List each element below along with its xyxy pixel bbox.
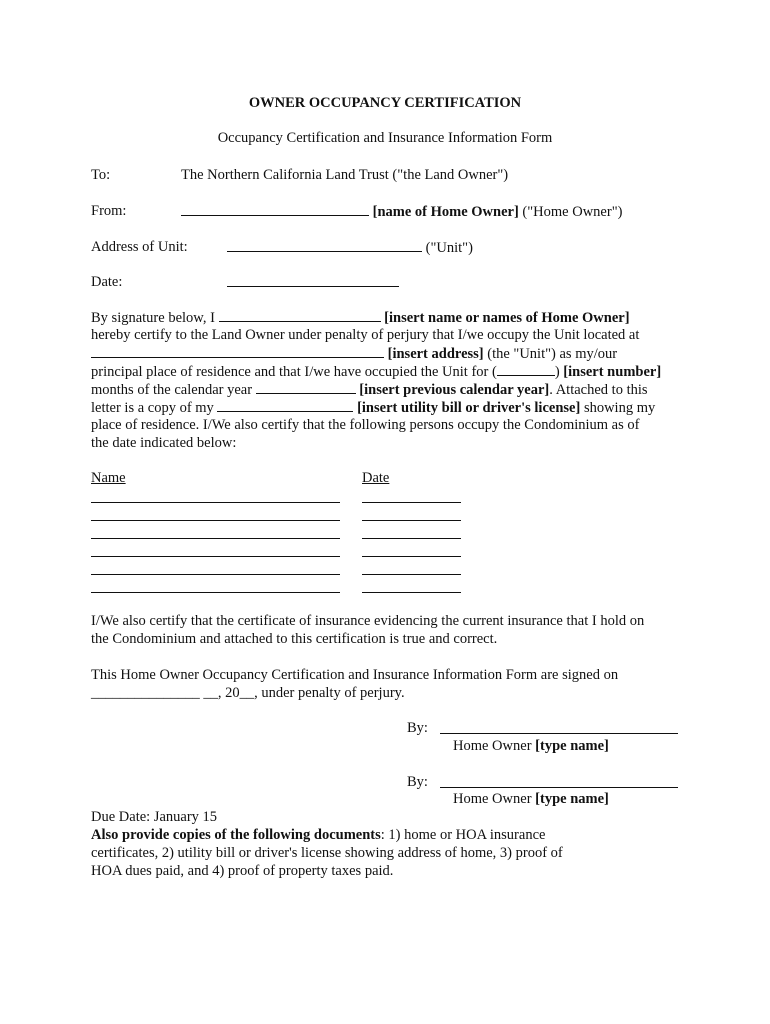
months-blank[interactable] — [497, 362, 555, 376]
also-provide-text: : 1) home or HOA insurance — [380, 827, 546, 843]
signature-caption-2 — [453, 790, 609, 808]
months-hint: [insert number] — [563, 364, 662, 380]
date-column-header: Date — [362, 470, 390, 486]
occupant-date-line-2[interactable] — [362, 520, 461, 521]
date-line — [227, 273, 399, 292]
body-line-3 — [91, 344, 617, 363]
occupant-date-line-6[interactable] — [362, 592, 461, 593]
occupant-date-line-1[interactable] — [362, 502, 461, 503]
body-text: . Attached to this — [549, 382, 648, 398]
body-line-2: hereby certify to the Land Owner under penalty of perjury that I/we occupy the Unit located at — [91, 327, 640, 343]
from-blank[interactable] — [181, 202, 369, 216]
address-blank[interactable] — [227, 238, 422, 252]
page-title: OWNER OCCUPANCY CERTIFICATION — [248, 95, 522, 111]
body-line-8: the date indicated below: — [91, 435, 237, 451]
address-insert-blank[interactable] — [91, 344, 384, 358]
body-text: months of the calendar year — [91, 382, 256, 398]
signature-line-2[interactable] — [440, 787, 678, 788]
document-type-hint: [insert utility bill or driver's license] — [357, 400, 581, 416]
body-text: (the "Unit") as my/our — [483, 346, 618, 362]
occupant-name-line-4[interactable] — [91, 556, 340, 557]
year-hint: [insert previous calendar year] — [359, 382, 550, 398]
body-line-5 — [91, 380, 648, 399]
body-text: ) — [554, 364, 564, 380]
occupant-name-line-2[interactable] — [91, 520, 340, 521]
body-text: principal place of residence and that I/we have occupied the Unit for ( — [91, 364, 497, 380]
signature-by-label: By: — [407, 774, 428, 790]
body-line-4 — [91, 362, 661, 381]
to-label: To: — [91, 167, 111, 183]
address-label: Address of Unit: — [91, 239, 188, 255]
also-provide-line-2: certificates, 2) utility bill or driver's license showing address of home, 3) proof of — [91, 845, 563, 861]
occupant-name-line-1[interactable] — [91, 502, 340, 503]
body-text: By signature below, I — [91, 310, 219, 326]
occupant-name-line-6[interactable] — [91, 592, 340, 593]
owner-name-blank[interactable] — [219, 308, 381, 322]
from-label: From: — [91, 203, 127, 219]
also-provide-line-1 — [91, 826, 545, 844]
owner-name-hint: [insert name or names of Home Owner] — [384, 310, 630, 326]
signature-hint: [type name] — [535, 791, 609, 807]
from-hint: [name of Home Owner] — [372, 204, 519, 220]
address-insert-hint: [insert address] — [387, 346, 484, 362]
body-text: showing my — [580, 400, 656, 416]
body-line-1 — [91, 308, 630, 327]
body-line-7: place of residence. I/We also certify that the following persons occupy the Condominium as of — [91, 417, 640, 433]
also-provide-heading: Also provide copies of the following documents — [91, 827, 381, 843]
occupant-name-line-3[interactable] — [91, 538, 340, 539]
occupant-date-line-4[interactable] — [362, 556, 461, 557]
document-type-blank[interactable] — [217, 398, 353, 412]
year-blank[interactable] — [256, 380, 356, 394]
name-column-header: Name — [91, 470, 126, 486]
signature-hint: [type name] — [535, 738, 609, 754]
signature-caption-text: Home Owner — [453, 791, 536, 807]
from-suffix: ("Home Owner") — [518, 204, 623, 220]
signed-line-2: _______________ __, 20__, under penalty of perjury. — [91, 685, 405, 701]
also-provide-line-3: HOA dues paid, and 4) proof of property taxes paid. — [91, 863, 394, 879]
signature-caption-1 — [453, 737, 609, 755]
date-label: Date: — [91, 274, 123, 290]
insurance-line-1: I/We also certify that the certificate of insurance evidencing the current insurance that I hold on — [91, 613, 645, 629]
from-line — [181, 202, 622, 221]
address-suffix: ("Unit") — [422, 240, 473, 256]
address-line — [227, 238, 473, 257]
to-value: The Northern California Land Trust ("the Land Owner") — [181, 167, 509, 183]
signature-caption-text: Home Owner — [453, 738, 536, 754]
signature-by-label: By: — [407, 720, 428, 736]
date-blank[interactable] — [227, 273, 399, 287]
body-text: letter is a copy of my — [91, 400, 218, 416]
page-subtitle: Occupancy Certification and Insurance Information Form — [217, 130, 553, 146]
signed-line-1: This Home Owner Occupancy Certification and Insurance Information Form are signed on — [91, 667, 619, 683]
body-line-6 — [91, 398, 655, 417]
occupant-date-line-5[interactable] — [362, 574, 461, 575]
insurance-line-2: the Condominium and attached to this certification is true and correct. — [91, 631, 498, 647]
occupant-date-line-3[interactable] — [362, 538, 461, 539]
occupant-name-line-5[interactable] — [91, 574, 340, 575]
due-date: Due Date: January 15 — [91, 809, 218, 825]
signature-line-1[interactable] — [440, 733, 678, 734]
